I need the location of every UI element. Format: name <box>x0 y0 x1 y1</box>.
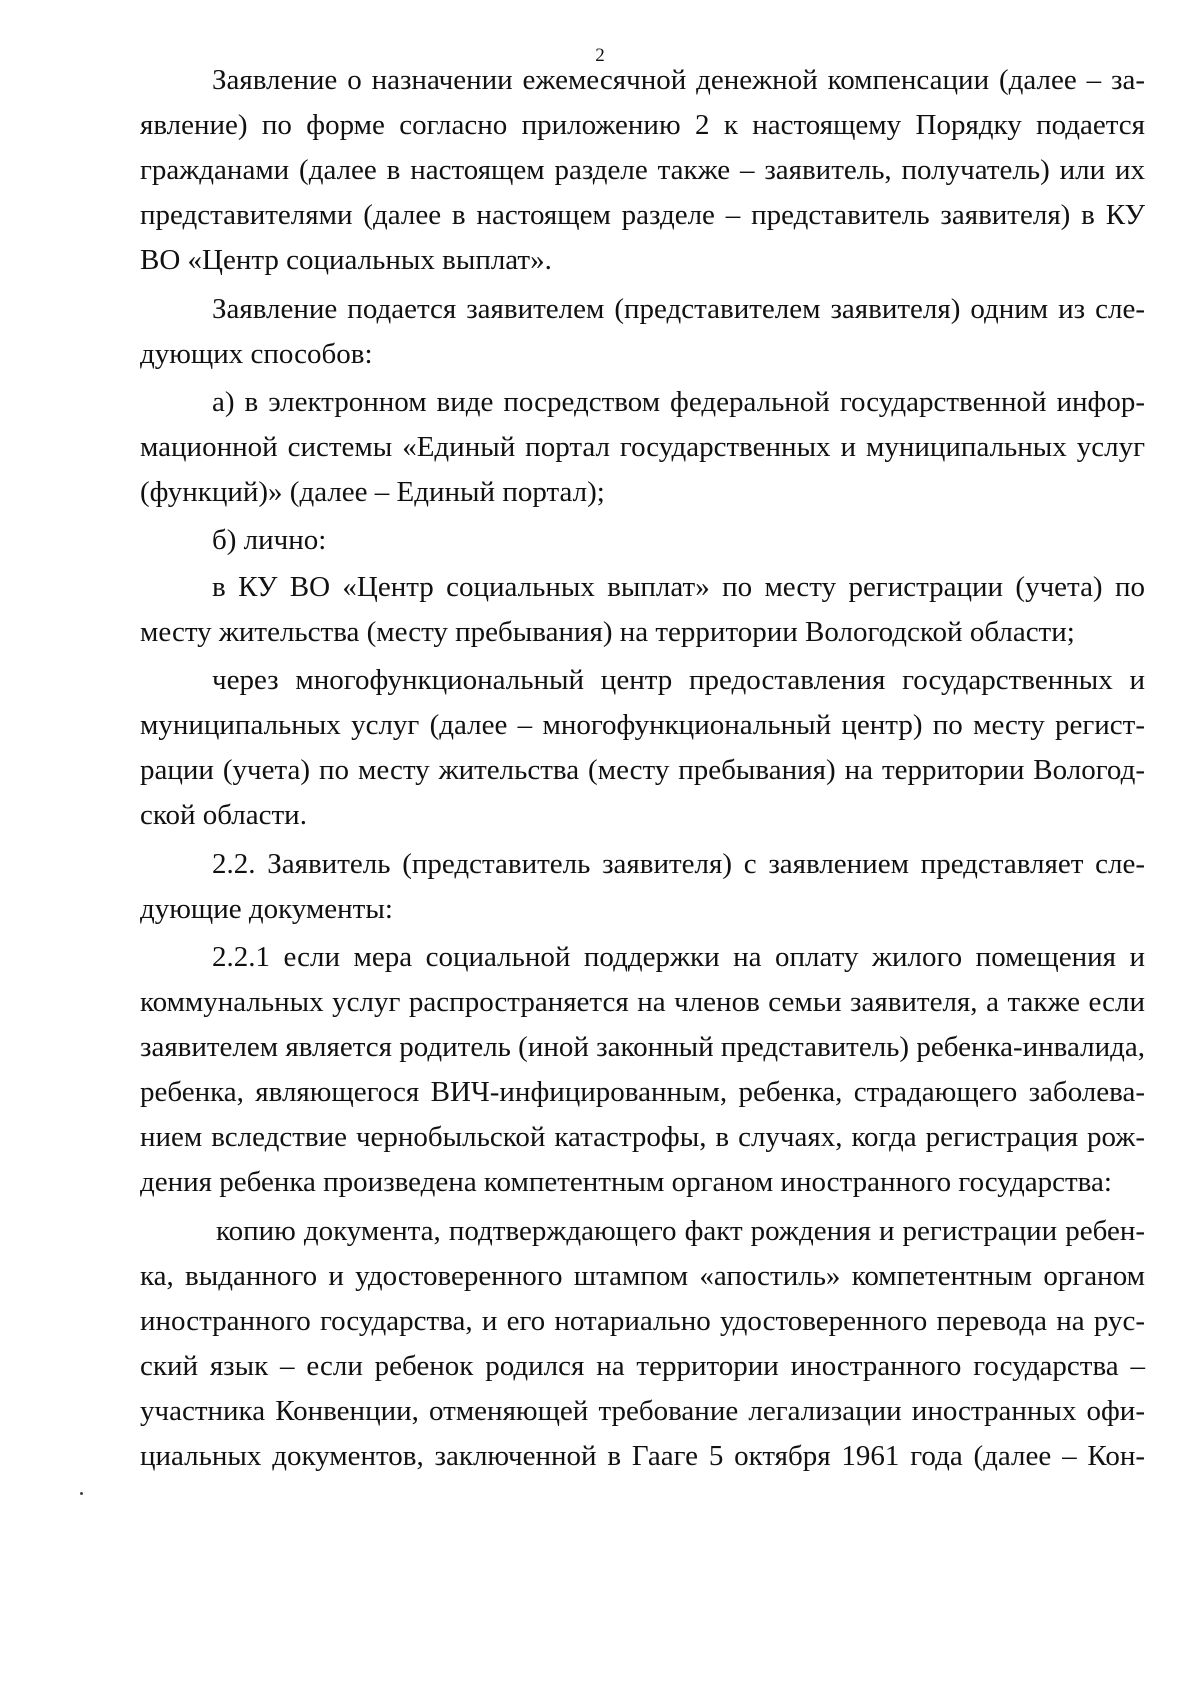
text-line: участника Конвенции, отменяющей требование легализации иностранных офи- <box>140 1395 1145 1427</box>
text-line: представителями (далее в настоящем разделе – представитель заявителя) в КУ <box>140 199 1145 231</box>
text-line: месту жительства (месту пребывания) на территории Вологодской области; <box>140 616 1075 648</box>
text-line: мационной системы «Единый портал государственных и муниципальных услуг <box>140 431 1145 463</box>
text-line: ский язык – если ребенок родился на территории иностранного государства – <box>140 1350 1145 1382</box>
page-number: 2 <box>595 45 605 66</box>
text-line: циальных документов, заключенной в Гааге 5 октября 1961 года (далее – Кон- <box>140 1440 1145 1472</box>
text-line: ребенка, являющегося ВИЧ-инфицированным, ребенка, страдающего заболева- <box>140 1076 1145 1108</box>
text-line: рации (учета) по месту жительства (месту пребывания) на территории Вологод- <box>140 754 1145 786</box>
text-line: коммунальных услуг распространяется на членов семьи заявителя, а также если <box>140 986 1145 1018</box>
text-line: дующих способов: <box>140 338 373 370</box>
text-line: Заявление подается заявителем (представителем заявителя) одним из сле- <box>212 293 1145 325</box>
text-line: в КУ ВО «Центр социальных выплат» по месту регистрации (учета) по <box>212 571 1145 603</box>
text-line: дения ребенка произведена компетентным органом иностранного государства: <box>140 1166 1112 1198</box>
text-line: явление) по форме согласно приложению 2 к настоящему Порядку подается <box>140 109 1145 141</box>
text-line: копию документа, подтверждающего факт рождения и регистрации ребен- <box>216 1215 1145 1247</box>
text-line: заявителем является родитель (иной законный представитель) ребенка-инвалида, <box>140 1031 1145 1063</box>
text-line: через многофункциональный центр предоставления государственных и <box>212 664 1145 696</box>
text-line: ка, выданного и удостоверенного штампом «апостиль» компетентным органом <box>140 1260 1145 1292</box>
text-line: 2.2.1 если мера социальной поддержки на оплату жилого помещения и <box>212 941 1145 973</box>
text-line: гражданами (далее в настоящем разделе также – заявитель, получатель) или их <box>140 154 1145 186</box>
text-line: ВО «Центр социальных выплат». <box>140 244 552 276</box>
text-line: ской области. <box>140 799 307 831</box>
text-line: б) лично: <box>212 524 327 556</box>
text-line: муниципальных услуг (далее – многофункциональный центр) по месту регист- <box>140 709 1145 741</box>
text-line: а) в электронном виде посредством федеральной государственной инфор- <box>212 386 1145 418</box>
text-line: иностранного государства, и его нотариально удостоверенного перевода на рус- <box>140 1305 1145 1337</box>
scan-speck <box>80 1492 83 1495</box>
text-line: Заявление о назначении ежемесячной денежной компенсации (далее – за- <box>212 64 1145 96</box>
text-line: дующие документы: <box>140 893 393 925</box>
text-line: 2.2. Заявитель (представитель заявителя) с заявлением представляет сле- <box>212 848 1145 880</box>
text-line: (функций)» (далее – Единый портал); <box>140 476 605 508</box>
text-line: нием вследствие чернобыльской катастрофы, в случаях, когда регистрация рож- <box>140 1121 1145 1153</box>
